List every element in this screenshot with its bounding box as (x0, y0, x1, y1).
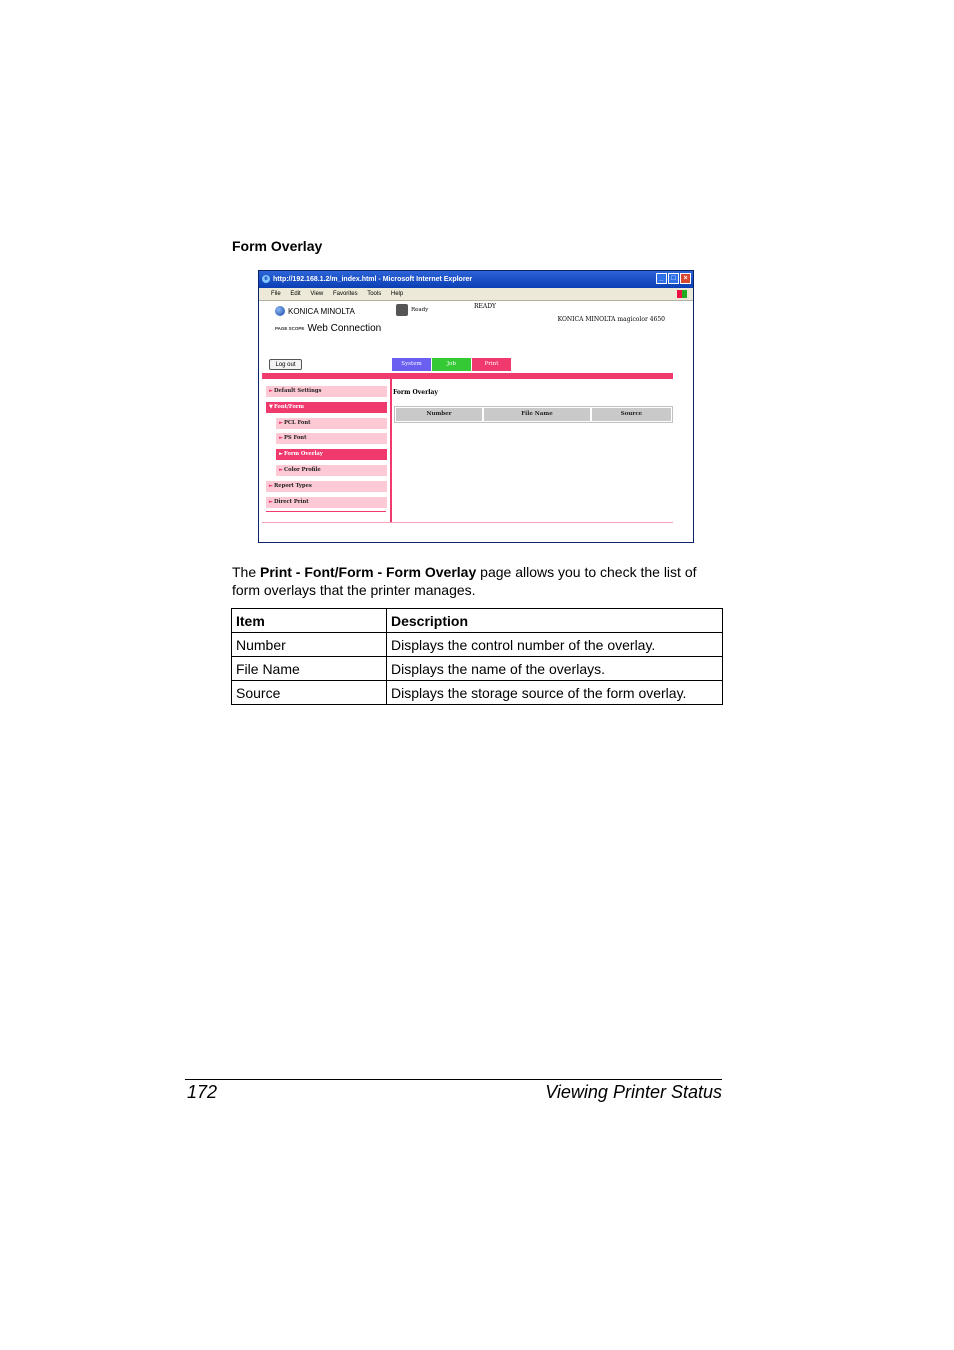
table-header-row (232, 609, 723, 633)
sidebar-item-color-profile[interactable] (276, 465, 387, 476)
tab-job[interactable]: Job (432, 358, 471, 371)
printer-icon (396, 304, 408, 316)
menu-help[interactable]: Help (390, 291, 404, 297)
pagescope-logo (275, 323, 381, 334)
menu-favorites[interactable]: Favorites (332, 291, 358, 297)
column-header-number: Number (396, 408, 482, 421)
menu-file[interactable]: File (271, 291, 281, 297)
product-name: Web Connection (307, 323, 382, 334)
sidebar-item-label: Direct Print (274, 498, 309, 505)
tab-system[interactable]: System (392, 358, 431, 371)
pagescope-label: PAGE SCOPE (275, 326, 305, 331)
globe-icon (275, 306, 285, 316)
paragraph-suffix: page allows you to check the list of form overlays that the printer manages. (232, 564, 697, 598)
arrow-right-icon: ► (269, 498, 273, 505)
arrow-down-icon: ▼ (269, 403, 273, 410)
konica-minolta-logo (275, 306, 355, 316)
arrow-right-icon: ► (269, 388, 273, 394)
table-cell: Number (232, 633, 387, 657)
table-cell: Displays the storage source of the form overlay. (387, 681, 723, 705)
maximize-icon[interactable]: □ (668, 273, 679, 284)
sidebar-item-direct-print[interactable] (266, 497, 387, 508)
sidebar-item-label: Report Types (274, 482, 312, 489)
section-title: Viewing Printer Status (545, 1082, 722, 1102)
printer-model: KONICA MINOLTA magicolor 4650 (557, 316, 665, 323)
sidebar-divider (266, 511, 386, 512)
sidebar-item-label: PCL Font (284, 419, 311, 426)
description-paragraph (232, 563, 722, 599)
page-number: 172 (187, 1082, 218, 1102)
sidebar-item-report-types[interactable] (266, 481, 387, 492)
table-cell: Displays the control number of the overlay. (387, 633, 723, 657)
sidebar-item-pcl-font[interactable] (276, 418, 387, 429)
header-divider (262, 373, 673, 379)
printer-status-small: Ready (411, 307, 429, 313)
content-divider (390, 379, 392, 522)
minimize-icon[interactable]: _ (656, 273, 667, 284)
menu-view[interactable]: View (310, 291, 324, 297)
paragraph-prefix: The (232, 564, 261, 580)
column-header-file-name: File Name (484, 408, 590, 421)
browser-title: http://192.168.1.2/m_index.html - Microsoft Internet Explorer (273, 276, 473, 283)
sidebar-item-font-form[interactable] (266, 402, 387, 413)
browser-window-screenshot (258, 270, 694, 543)
column-header-item: Item (232, 609, 387, 633)
sidebar-item-label: PS Font (284, 435, 307, 442)
tab-print[interactable]: Print (472, 358, 511, 371)
item-description-table (231, 608, 723, 705)
printer-status: READY (474, 303, 497, 310)
sidebar-item-label: Default Settings (274, 388, 322, 394)
sidebar-item-form-overlay[interactable] (276, 449, 387, 460)
sidebar-item-label: Color Profile (284, 466, 321, 473)
arrow-right-icon: ► (279, 435, 283, 442)
windows-flag-icon (677, 290, 687, 298)
paragraph-page-path: Print - Font/Form - Form Overlay (260, 564, 477, 580)
close-icon[interactable]: × (680, 273, 691, 284)
window-controls (656, 273, 691, 284)
table-cell: File Name (232, 657, 387, 681)
arrow-right-icon: ► (279, 419, 283, 426)
internet-explorer-icon: e (262, 275, 270, 283)
logout-button[interactable]: Log out (269, 359, 302, 370)
column-header-source: Source (592, 408, 671, 421)
table-cell: Source (232, 681, 387, 705)
table-row (232, 681, 723, 705)
column-header-description: Description (387, 609, 723, 633)
section-heading: Form Overlay (232, 238, 323, 254)
sidebar-item-default-settings[interactable] (266, 386, 387, 397)
arrow-right-icon: ► (279, 451, 283, 458)
table-row (232, 633, 723, 657)
sidebar-item-label: Font/Form (274, 403, 305, 410)
main-tabs (392, 358, 511, 371)
sidebar-item-ps-font[interactable] (276, 433, 387, 444)
menu-edit[interactable]: Edit (290, 291, 301, 297)
sidebar-nav (266, 386, 387, 512)
content-title: Form Overlay (393, 389, 438, 396)
table-cell: Displays the name of the overlays. (387, 657, 723, 681)
arrow-right-icon: ► (279, 466, 283, 473)
sidebar-item-label: Form Overlay (284, 451, 323, 458)
menu-tools[interactable]: Tools (367, 291, 382, 297)
arrow-right-icon: ► (269, 482, 273, 489)
footer-divider (262, 522, 673, 523)
footer-rule (185, 1079, 722, 1080)
table-row (232, 657, 723, 681)
browser-menubar (259, 288, 693, 301)
browser-titlebar (259, 271, 693, 288)
brand-name: KONICA MINOLTA (288, 306, 355, 316)
form-overlay-table (394, 406, 673, 423)
